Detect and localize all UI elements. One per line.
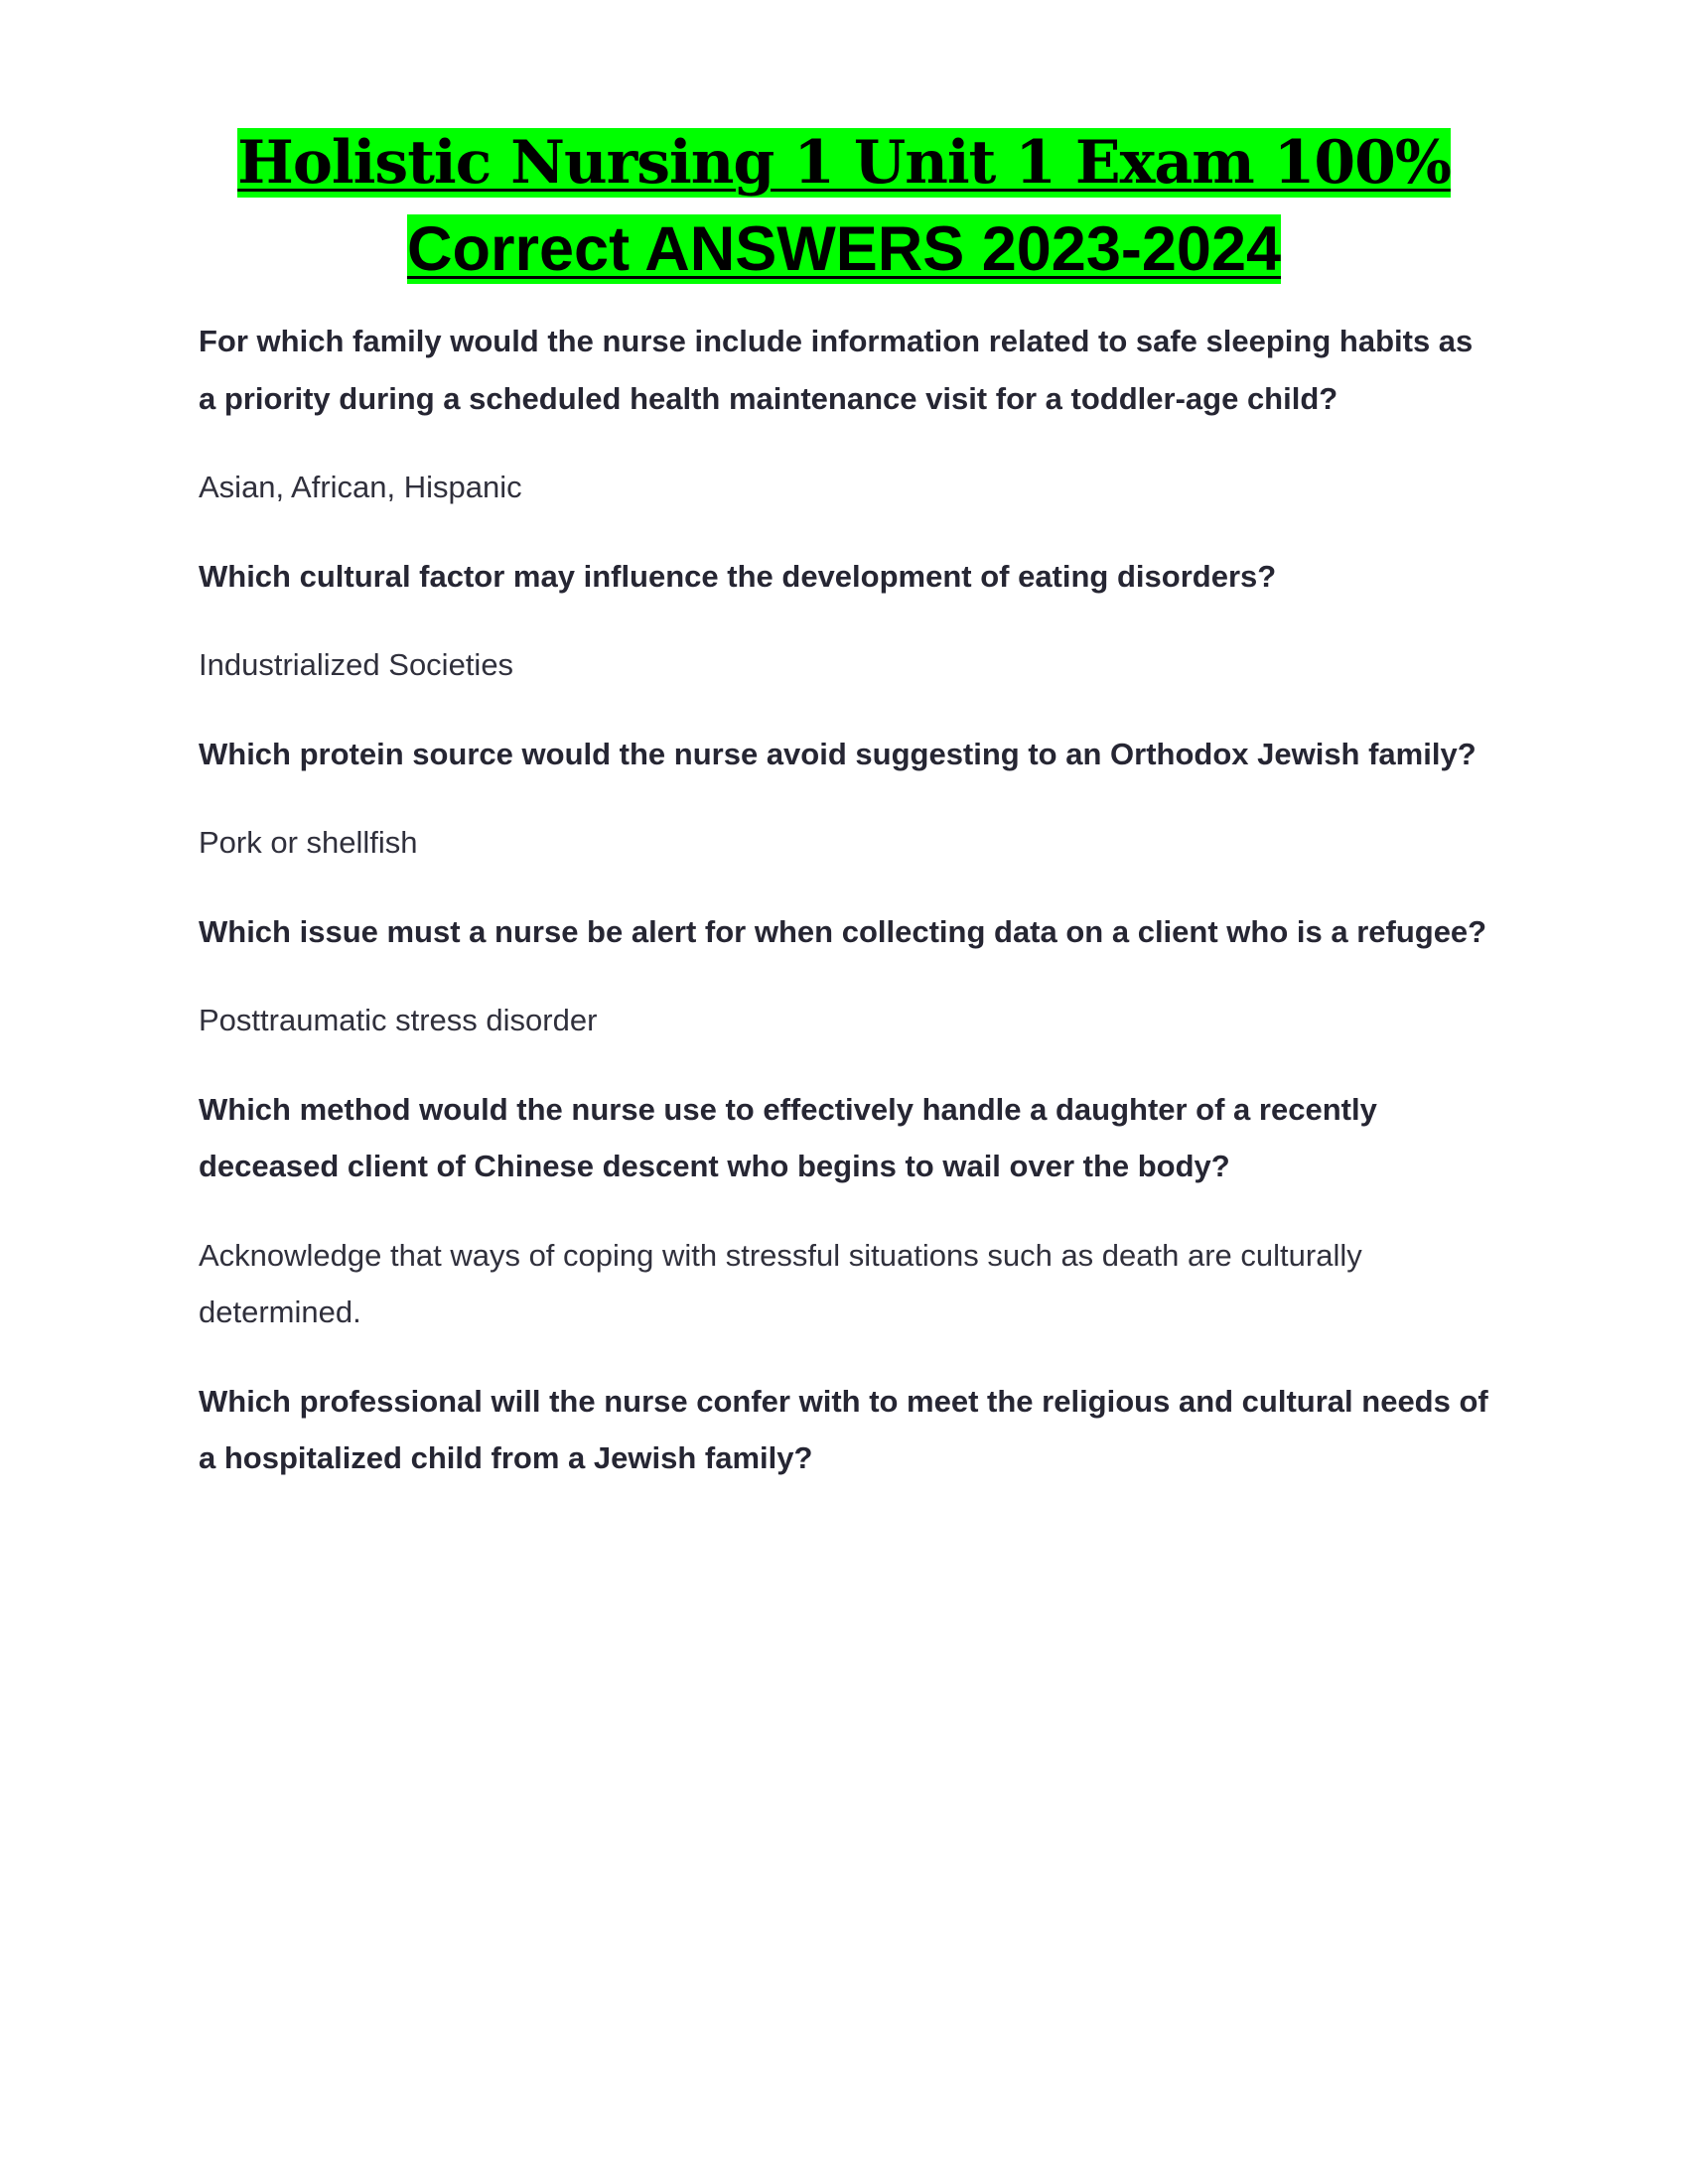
qa-item xyxy=(199,1373,1489,1487)
document-title xyxy=(0,117,1688,296)
question-answer-list xyxy=(199,313,1489,1519)
answer-text: Acknowledge that ways of coping with stressful situations such as death are culturally determined. xyxy=(199,1237,1362,1329)
qa-item xyxy=(199,726,1489,872)
answer-text: Pork or shellfish xyxy=(199,825,418,860)
question-text: Which method would the nurse use to effectively handle a daughter of a recently deceased client of Chinese descent who begins to wail over the body? xyxy=(199,1091,1377,1183)
qa-item xyxy=(199,548,1489,694)
title-line-1: Holistic Nursing 1 Unit 1 Exam 100% xyxy=(237,128,1451,198)
answer-text: Industrialized Societies xyxy=(199,647,514,682)
answer-text: Posttraumatic stress disorder xyxy=(199,1003,598,1037)
qa-item xyxy=(199,1081,1489,1341)
question-text: For which family would the nurse include information related to safe sleeping habits as a priority during a scheduled health maintenance visit for a toddler-age child? xyxy=(199,324,1474,416)
qa-item xyxy=(199,313,1489,516)
title-line-2: Correct ANSWERS 2023-2024 xyxy=(406,214,1282,284)
question-text: Which protein source would the nurse avoid suggesting to an Orthodox Jewish family? xyxy=(199,736,1477,771)
question-text: Which professional will the nurse confer with to meet the religious and cultural needs of a hospitalized child from a Jewish family? xyxy=(199,1383,1488,1475)
qa-item xyxy=(199,903,1489,1049)
answer-text: Asian, African, Hispanic xyxy=(199,470,522,504)
question-text: Which cultural factor may influence the development of eating disorders? xyxy=(199,558,1277,594)
question-text: Which issue must a nurse be alert for when collecting data on a client who is a refugee? xyxy=(199,913,1487,949)
